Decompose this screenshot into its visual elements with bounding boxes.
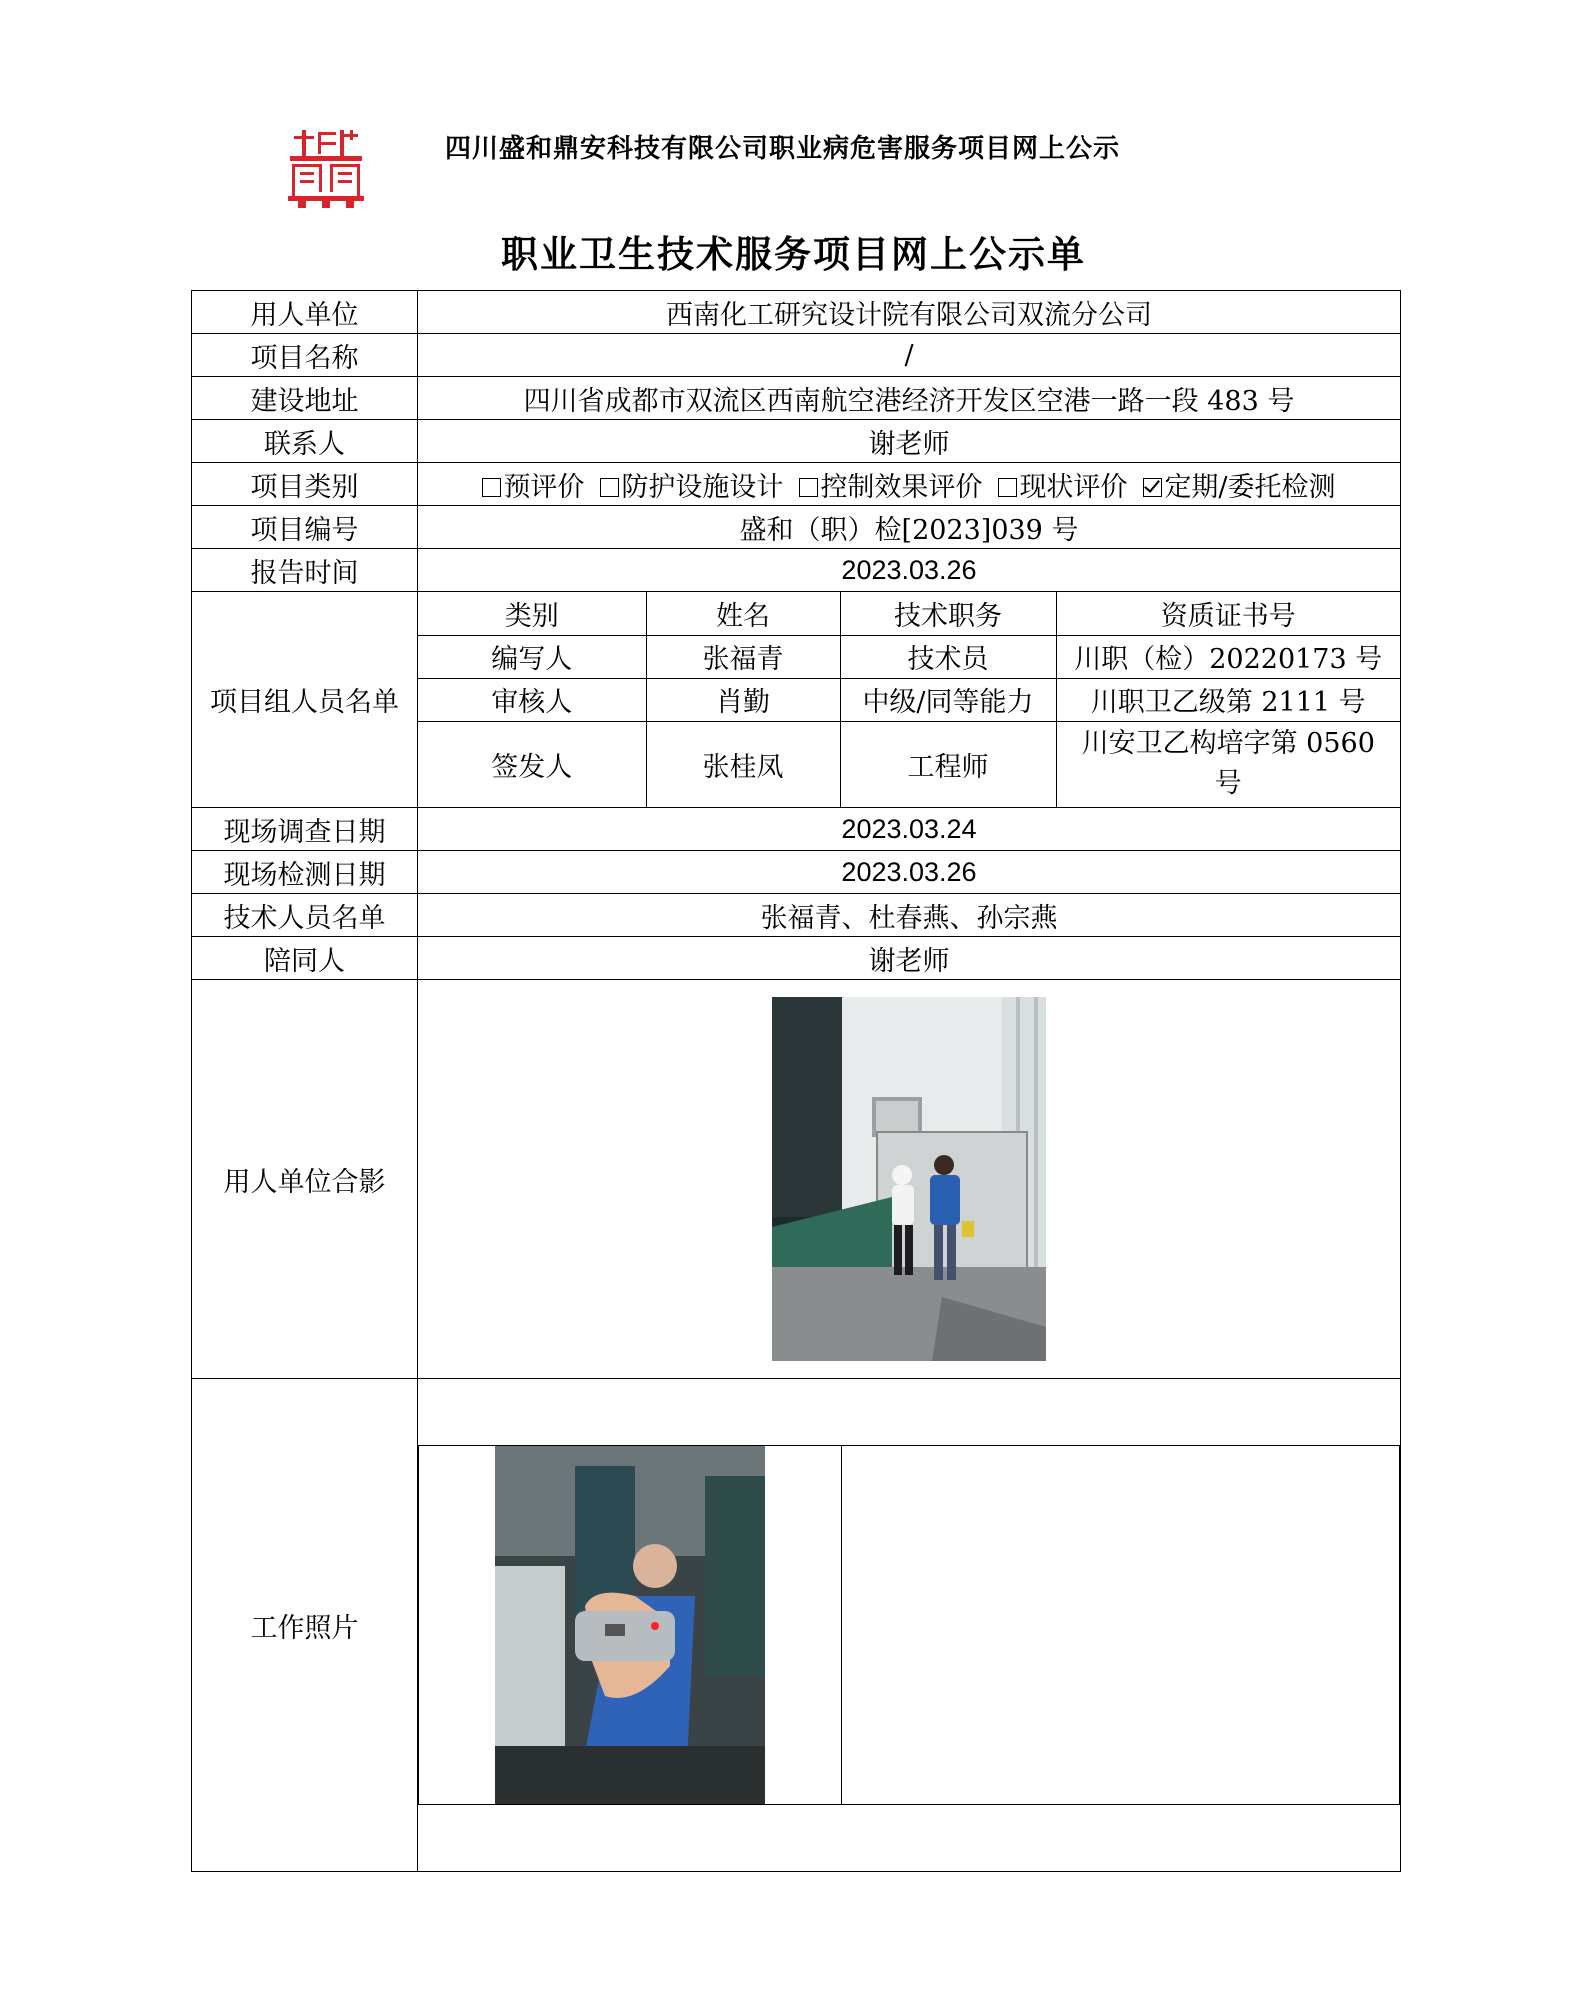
project-name-label: 项目名称 <box>192 334 418 377</box>
team-header-category: 类别 <box>418 592 646 635</box>
companion-label: 陪同人 <box>192 937 418 980</box>
team-cell: 中级/同等能力 <box>840 678 1056 721</box>
group-photo-label: 用人单位合影 <box>192 980 418 1379</box>
table-row <box>418 721 1400 807</box>
team-cell: 审核人 <box>418 678 646 721</box>
address-value: 四川省成都市双流区西南航空港经济开发区空港一路一段 483 号 <box>418 377 1401 420</box>
work-photo-area <box>418 1445 1400 1805</box>
team-cell: 张桂凤 <box>646 721 840 807</box>
table-row <box>418 678 1400 721</box>
team-cell: 川职（检）20220173 号 <box>1056 635 1400 678</box>
checkbox-icon <box>799 478 818 497</box>
document-title: 职业卫生技术服务项目网上公示单 <box>501 232 1086 276</box>
work-photo-label: 工作照片 <box>192 1379 418 1872</box>
company-logo <box>288 128 364 208</box>
companion-value: 谢老师 <box>418 937 1401 980</box>
checked-checkbox-icon <box>1143 478 1162 497</box>
test-date-label: 现场检测日期 <box>192 851 418 894</box>
survey-date-label: 现场调查日期 <box>192 808 418 851</box>
survey-date-value: 2023.03.24 <box>418 808 1401 851</box>
team-cell: 编写人 <box>418 635 646 678</box>
team-header-name: 姓名 <box>646 592 840 635</box>
report-time-value: 2023.03.26 <box>418 549 1401 592</box>
project-name-value: / <box>418 334 1401 377</box>
team-table <box>418 592 1400 807</box>
address-label: 建设地址 <box>192 377 418 420</box>
tech-staff-label: 技术人员名单 <box>192 894 418 937</box>
checkbox-icon <box>998 478 1017 497</box>
contact-label: 联系人 <box>192 420 418 463</box>
checkbox-icon <box>482 478 501 497</box>
team-header-title: 技术职务 <box>840 592 1056 635</box>
project-no-value: 盛和（职）检[2023]039 号 <box>418 506 1401 549</box>
report-time-label: 报告时间 <box>192 549 418 592</box>
team-cell: 肖勤 <box>646 678 840 721</box>
checkbox-icon <box>600 478 619 497</box>
category-option: 预评价 <box>482 465 584 504</box>
team-header-certificate: 资质证书号 <box>1056 592 1400 635</box>
company-header: 四川盛和鼎安科技有限公司职业病危害服务项目网上公示 <box>445 134 1121 164</box>
employer-label: 用人单位 <box>192 291 418 334</box>
team-cell: 技术员 <box>840 635 1056 678</box>
category-option: 控制效果评价 <box>799 465 982 504</box>
work-photo-empty-cell <box>842 1446 1400 1805</box>
contact-value: 谢老师 <box>418 420 1401 463</box>
category-checkboxes <box>418 463 1401 506</box>
table-row <box>418 635 1400 678</box>
category-option: 现状评价 <box>998 465 1127 504</box>
work-photo-cell <box>419 1446 842 1805</box>
team-label: 项目组人员名单 <box>192 592 418 808</box>
category-label: 项目类别 <box>192 463 418 506</box>
group-photo <box>772 997 1046 1361</box>
work-photo <box>495 1446 765 1804</box>
tech-staff-value: 张福青、杜春燕、孙宗燕 <box>418 894 1401 937</box>
project-no-label: 项目编号 <box>192 506 418 549</box>
category-option: 定期/委托检测 <box>1143 465 1335 504</box>
team-cell: 张福青 <box>646 635 840 678</box>
team-cell: 川职卫乙级第 2111 号 <box>1056 678 1400 721</box>
team-cell: 川安卫乙构培字第 0560 号 <box>1056 721 1400 807</box>
team-cell: 工程师 <box>840 721 1056 807</box>
disclosure-form-table <box>191 290 1401 1872</box>
group-photo-cell <box>418 980 1401 1379</box>
category-option: 防护设施设计 <box>600 465 783 504</box>
employer-value: 西南化工研究设计院有限公司双流分公司 <box>418 291 1401 334</box>
team-cell: 签发人 <box>418 721 646 807</box>
test-date-value: 2023.03.26 <box>418 851 1401 894</box>
